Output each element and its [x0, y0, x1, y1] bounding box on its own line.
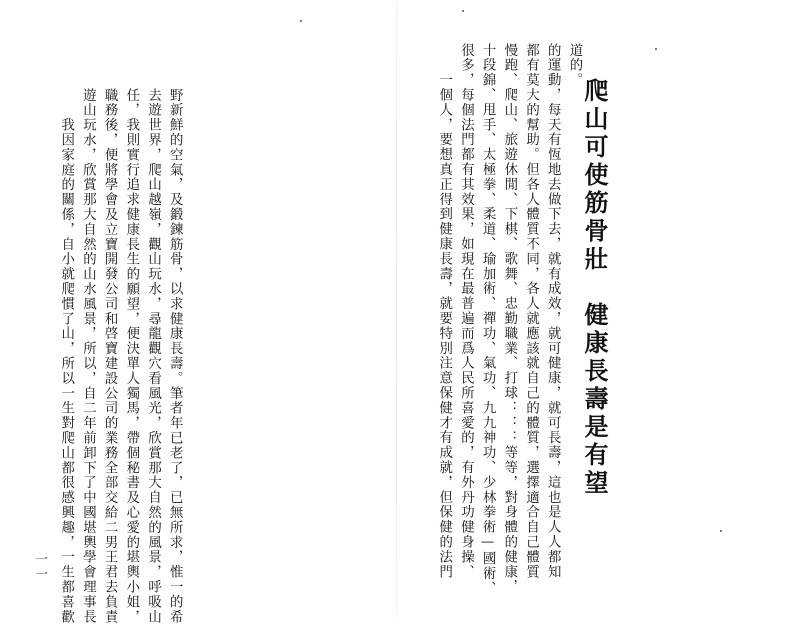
- text-column: 慢跑、爬山、旅遊休閒、下棋、歌舞、忠勤職業、打球：：：等等，對身體的健康，: [501, 43, 517, 595]
- scan-speck: [300, 20, 302, 22]
- right-page: [397, 0, 793, 619]
- text-column: 很多，每個法門都有其效果，如現在最普遍而爲人民所喜愛的，有外丹功健身操、: [458, 43, 474, 580]
- left-page-text: [55, 88, 185, 624]
- text-column: 任，我則實行追求健康長生的願望，便決單人獨馬，帶個秘書及心愛的堪輿小姐，: [123, 88, 139, 624]
- scan-speck: [462, 10, 464, 12]
- chapter-title: 爬山可使筋骨壯 健康長壽是有望: [580, 78, 609, 498]
- right-page-text: [433, 43, 585, 596]
- text-column: 我因家庭的關係，自小就爬慣了山，所以一生對爬山都很感興趣，一生都喜歡: [58, 88, 74, 624]
- text-column: 一個人，要想真正得到健康長壽，就要特別注意保健才有成就，但保健的法門: [436, 43, 452, 580]
- page-number: 一一: [32, 552, 47, 582]
- left-page: [0, 0, 396, 624]
- text-column: 野新鮮的空氣，及鍛鍊筋骨，以求健康長壽。筆者年已老了，已無所求，惟一的希: [167, 88, 183, 624]
- scan-speck: [720, 530, 722, 532]
- text-column: 都有莫大的幫助。但各人體質不同，各人就應該就自己的體質，選擇適合自己體質: [523, 43, 539, 580]
- text-column: 職務後，便將學會及立寶開發公司和啓寶建設公司的業務全部交給二男王君去負責: [102, 88, 118, 624]
- scan-speck: [655, 48, 657, 50]
- text-column: 十段錦、甩手、太極拳、柔道、瑜加術、禪功、氣功、九九神功、少林拳術—國術、: [480, 43, 496, 596]
- text-column: 的運動，每天有恆地去做下去，就有成效，就可健康，就可長壽，這也是人人都知: [545, 43, 561, 580]
- text-column: 遊山玩水，欣賞那大自然的山水風景，所以，自二年前卸下了中國堪輿學會理事長: [80, 88, 96, 624]
- text-column: 道的。: [566, 43, 582, 88]
- text-column: 去遊世界，爬山越嶺，觀山玩水，尋龍觀穴看風光，欣賞那大自然的風景，呼吸山: [145, 88, 161, 624]
